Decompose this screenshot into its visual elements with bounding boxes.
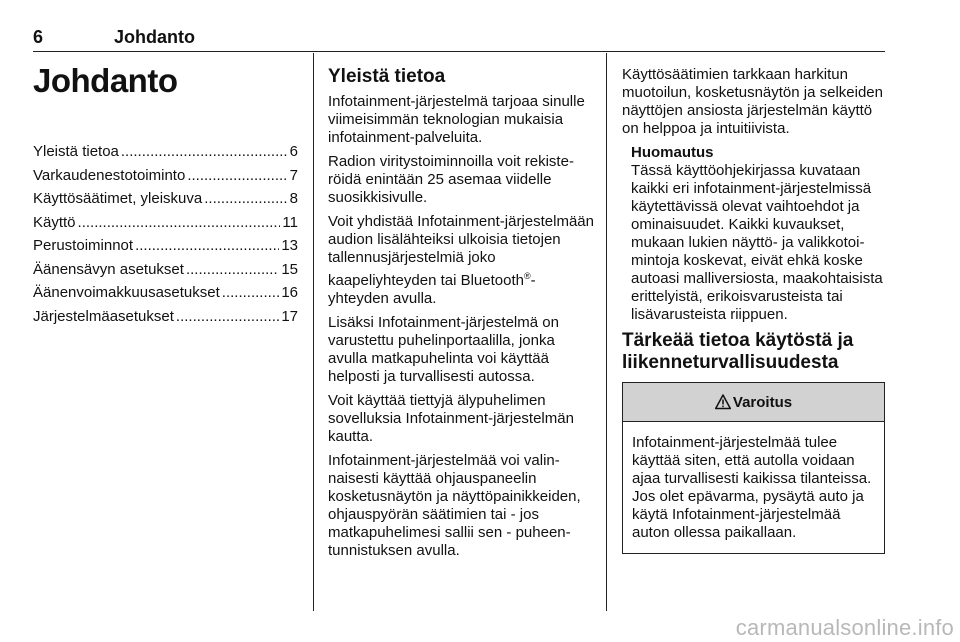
- usage-column: [622, 66, 886, 554]
- toc-item-page: 16: [281, 284, 298, 301]
- column-divider-1: [313, 53, 314, 611]
- toc-item-label: Perustoiminnot: [33, 237, 134, 254]
- paragraph-bluetooth: [328, 213, 594, 308]
- toc-leader: [176, 305, 279, 329]
- toc-leader: [78, 211, 281, 235]
- toc-item-page: 15: [281, 260, 298, 278]
- toc-item-page: 6: [289, 143, 298, 160]
- toc-leader: [187, 164, 287, 188]
- toc-item[interactable]: [33, 211, 298, 235]
- toc-item-page: 8: [289, 190, 298, 207]
- paragraph: Käyttösäätimien tarkkaan harkitun muotoilun, kosketusnäytön ja selkeiden näyttöjen ansiosta järjestelmän käyttö on helppoa ja intuitiivista.: [622, 66, 883, 137]
- warning-header: [623, 383, 884, 422]
- paragraph: Voit käyttää tiettyjä älypuhelimen sovelluksia Infotainment-järjestelmän kautta.: [328, 392, 574, 445]
- warning-body: Infotainment-järjestelmää tulee käyttää siten, että autolla voidaan ajaa turvallisesti kaikissa tilanteissa. Jos olet epävarma, pysäytä auto ja käytä Infotainment-järjestelmää auton ollessa paikallaan.: [632, 434, 872, 541]
- toc-item[interactable]: [33, 164, 298, 188]
- warning-box: [622, 382, 885, 554]
- general-info-column: [328, 66, 594, 566]
- toc-item-label: Käyttösäätimet, yleiskuva: [33, 190, 203, 207]
- toc-item[interactable]: [33, 305, 298, 329]
- column-divider-2: [606, 53, 607, 611]
- toc-item[interactable]: [33, 234, 298, 258]
- note-title: Huomautus: [631, 144, 714, 161]
- paragraph-text: -yhteyden avulla.: [328, 272, 536, 307]
- toc-item-page: 17: [281, 307, 298, 325]
- page-number: 6: [33, 27, 44, 47]
- toc-leader: [121, 140, 288, 164]
- page-header: [33, 27, 885, 52]
- toc-leader: [222, 281, 280, 305]
- paragraph: Infotainment-järjestelmää voi valinnaisesti käyttää ohjauspaneelin kosketusnäytön ja näyttöpainikkeiden, ohjauspyörän säätimien tai - jos matkapuhelimesi sallii sen - puheentunnistuksen avulla.: [328, 452, 581, 559]
- table-of-contents: [33, 140, 298, 328]
- toc-item[interactable]: [33, 281, 298, 305]
- toc-item-label: Varkaudenestotoiminto: [33, 166, 186, 184]
- toc-item-label: Äänenvoimakkuusasetukset: [33, 284, 220, 301]
- paragraph: Infotainment-järjestelmä tarjoaa sinulle viimeisimmän teknologian mukaisia infotainment-palveluita.: [328, 93, 585, 146]
- paragraph: Lisäksi Infotainment-järjestelmä on varustettu puhelinportaalilla, jonka avulla matkapuhelinta voi käyttää helposti ja turvallisesti autossa.: [328, 314, 559, 385]
- header-title: Johdanto: [114, 27, 195, 47]
- note-body: Tässä käyttöohjekirjassa kuvataan kaikki eri infotainment-järjestelmissä käytettävissä olevat vaihtoehdot ja ominaisuudet. Kaikki kuvaukset, mukaan lukien näyttö- ja valikkotoimintoja koskevat, eivät ehkä koske autoasi malliversiosta, maakohtaisista erittelyistä, erikoisvarusteista tai lisävarusteista riippuen.: [631, 162, 883, 323]
- section-heading-safety: Tärkeää tietoa käytöstä ja liikenneturvallisuudesta: [622, 330, 854, 373]
- toc-leader: [186, 258, 279, 282]
- registered-mark: ®: [523, 271, 531, 281]
- chapter-title: Johdanto: [33, 62, 178, 99]
- toc-leader: [135, 234, 279, 258]
- section-heading-general: Yleistä tietoa: [328, 66, 446, 87]
- toc-item-page: 13: [281, 237, 298, 254]
- toc-leader: [204, 187, 287, 211]
- toc-column: [33, 62, 298, 328]
- toc-item-label: Järjestelmäasetukset: [33, 307, 174, 325]
- paragraph: Radion viritystoiminnoilla voit rekisteröidä enintään 25 asemaa viidelle suosikkisivulle.: [328, 153, 574, 206]
- paragraph-text: Voit yhdistää Infotainment-järjestelmään audion lisälähteiksi ulkoisia tietojen tallennusjärjestelmiä joko kaapeliyhteyden tai Bluetooth: [328, 213, 594, 289]
- toc-item-page: 7: [289, 166, 298, 184]
- toc-item[interactable]: [33, 258, 298, 282]
- note-block: [631, 144, 886, 324]
- toc-item-label: Käyttö: [33, 213, 76, 231]
- warning-icon: [715, 394, 731, 410]
- toc-item-page: 11: [282, 213, 298, 231]
- warning-title: Varoitus: [732, 393, 793, 411]
- toc-item[interactable]: [33, 140, 298, 164]
- toc-item-label: Äänensävyn asetukset: [33, 260, 184, 278]
- watermark: carmanualsonline.info: [735, 615, 954, 640]
- toc-item[interactable]: [33, 187, 298, 211]
- toc-item-label: Yleistä tietoa: [33, 143, 119, 160]
